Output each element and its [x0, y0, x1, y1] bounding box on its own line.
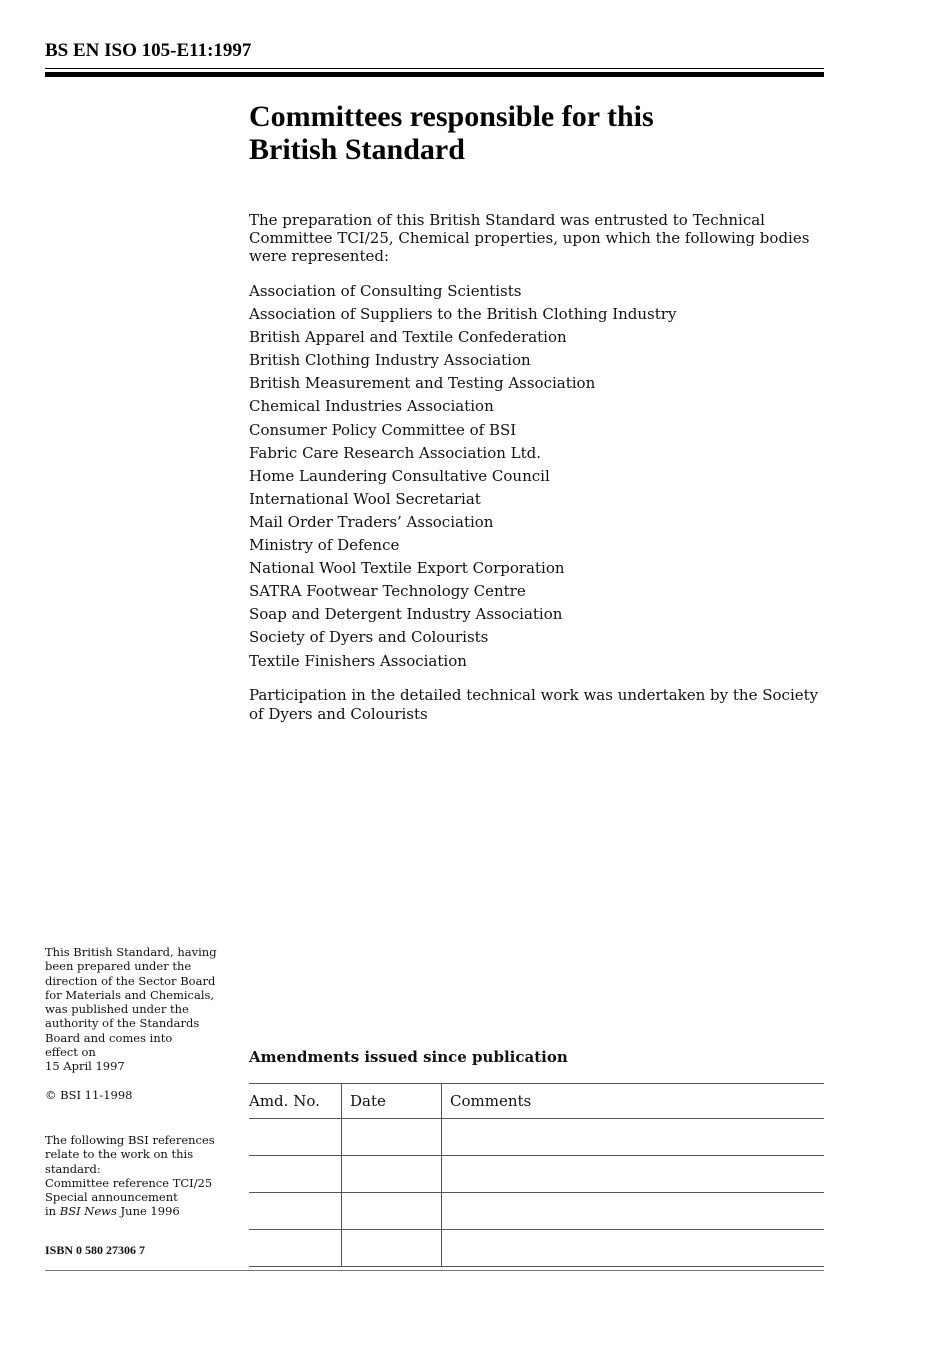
list-item: Textile Finishers Association [249, 651, 467, 670]
footer-rule [45, 1270, 824, 1271]
refs-line: The following BSI references [45, 1133, 215, 1147]
table-cell [442, 1193, 825, 1230]
represented-bodies-list [249, 281, 676, 674]
list-item: Fabric Care Research Association Ltd. [249, 443, 542, 462]
refs-line: Special announcement [45, 1190, 178, 1205]
refs-line: standard: [45, 1161, 101, 1176]
table-cell [249, 1119, 342, 1156]
table-cell [249, 1193, 342, 1230]
note-line: Board and comes into [45, 1030, 173, 1045]
copyright-notice: © BSI 11-1998 [45, 1088, 133, 1102]
table-row [249, 1156, 824, 1193]
bsi-news-title: BSI News [59, 1204, 117, 1219]
table-header-row [249, 1084, 824, 1119]
note-line: was published under the [45, 1002, 189, 1017]
refs-line: relate to the work on this [45, 1147, 194, 1162]
table-row [249, 1193, 824, 1230]
table-cell [249, 1156, 342, 1193]
header-rule-thick [45, 72, 824, 77]
table-row [249, 1119, 824, 1156]
participation-paragraph: Participation in the detailed technical work was undertaken by the Society of Dyers and Colourists [249, 686, 819, 723]
list-item: Chemical Industries Association [249, 397, 494, 416]
note-line: direction of the Sector Board [45, 973, 216, 988]
refs-line: Committee reference TCI/25 [45, 1175, 213, 1190]
table-cell [342, 1156, 442, 1193]
note-line: 15 April 1997 [45, 1059, 125, 1074]
table-cell [442, 1119, 825, 1156]
note-line: This British Standard, having [45, 945, 217, 959]
title-line-2: British Standard [249, 133, 465, 166]
list-item: Soap and Detergent Industry Association [249, 605, 563, 624]
table-cell [342, 1119, 442, 1156]
list-item: International Wool Secretariat [249, 489, 481, 508]
note-line: been prepared under the [45, 959, 192, 974]
list-item: National Wool Textile Export Corporation [249, 559, 565, 578]
header-rule-thin [45, 68, 824, 69]
document-code: BS EN ISO 105-E11:1997 [45, 40, 252, 61]
table-cell [442, 1156, 825, 1193]
column-header: Date [342, 1084, 442, 1119]
amendments-heading: Amendments issued since publication [249, 1048, 568, 1066]
list-item: Home Laundering Consultative Council [249, 466, 550, 485]
intro-paragraph: The preparation of this British Standard was entrusted to Technical Committee TCI/25, Chemical properties, upon which the following bodies were represented: [249, 211, 810, 265]
list-item: British Clothing Industry Association [249, 351, 531, 370]
list-item: Association of Suppliers to the British Clothing Industry [249, 305, 677, 324]
list-item: Association of Consulting Scientists [249, 282, 522, 300]
list-item: Mail Order Traders’ Association [249, 512, 494, 531]
bsi-references [45, 1133, 230, 1219]
table-cell [342, 1193, 442, 1230]
note-line: for Materials and Chemicals, [45, 987, 215, 1002]
publication-note [45, 945, 230, 1074]
refs-suffix: June 1996 [116, 1204, 180, 1219]
table-row [249, 1230, 824, 1267]
list-item: Society of Dyers and Colourists [249, 628, 489, 647]
page-title [249, 100, 809, 166]
refs-line-last [45, 1204, 230, 1218]
note-line: effect on [45, 1045, 96, 1060]
table-cell [442, 1230, 825, 1267]
list-item: Ministry of Defence [249, 536, 400, 555]
table-cell [249, 1230, 342, 1267]
amendments-table [249, 1083, 824, 1267]
note-line: authority of the Standards [45, 1016, 200, 1031]
column-header: Comments [442, 1084, 825, 1119]
table-cell [342, 1230, 442, 1267]
list-item: British Apparel and Textile Confederation [249, 328, 567, 347]
list-item: British Measurement and Testing Association [249, 374, 596, 393]
list-item: Consumer Policy Committee of BSI [249, 420, 517, 439]
title-line-1: Committees responsible for this [249, 100, 654, 133]
refs-prefix: in [45, 1204, 60, 1219]
list-item: SATRA Footwear Technology Centre [249, 582, 526, 601]
isbn: ISBN 0 580 27306 7 [45, 1243, 146, 1257]
column-header: Amd. No. [249, 1084, 342, 1119]
